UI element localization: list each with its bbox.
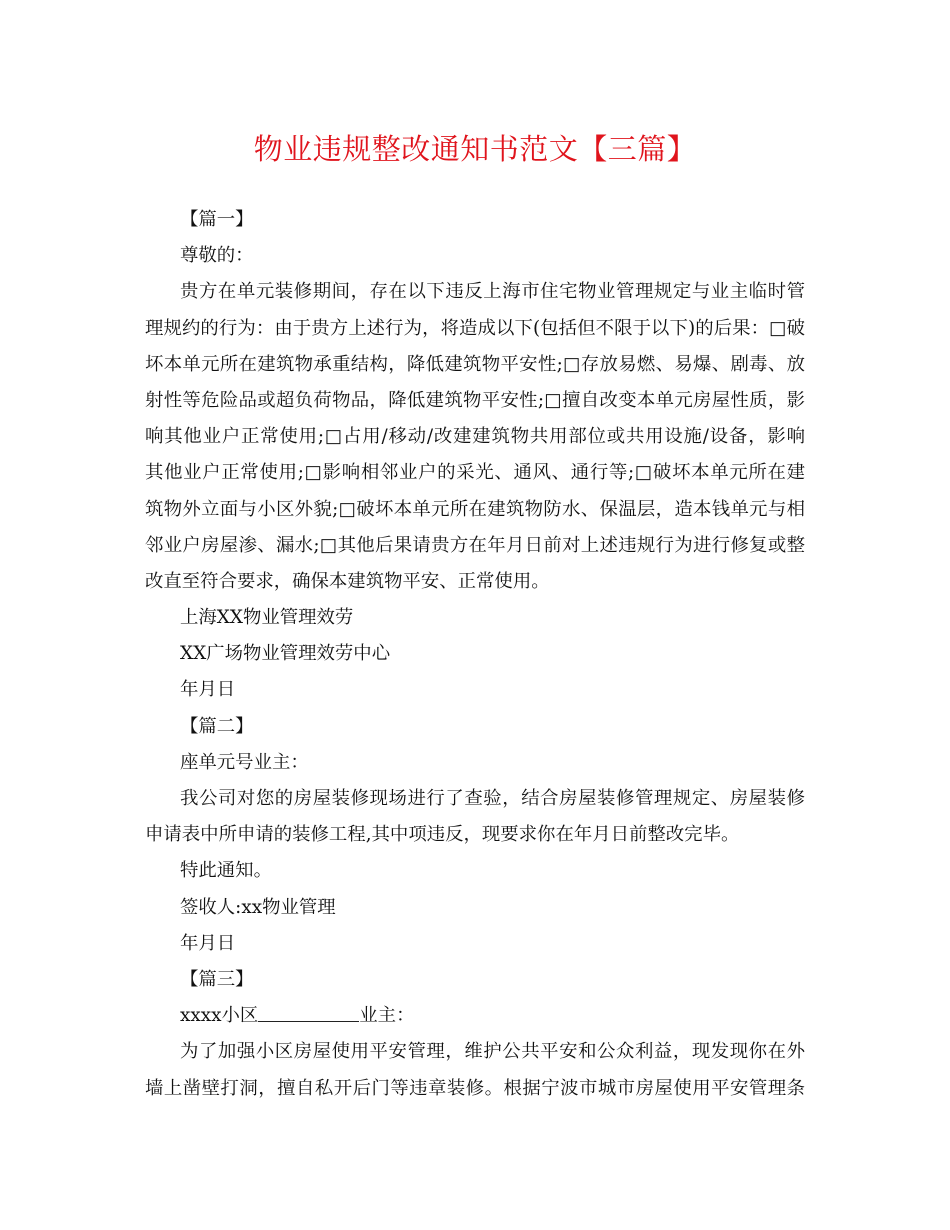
section-heading-1: 【篇一】 xyxy=(180,209,254,230)
paragraph-line: 申请表中所申请的装修工程,其中项违反，现要求你在年月日前整改完毕。 xyxy=(145,824,740,846)
paragraph-line: 改直至符合要求，确保本建筑物平安、正常使用。 xyxy=(145,570,550,592)
paragraph-line: 筑物外立面与小区外貌;□破坏本单元所在建筑物防水、保温层，造本钱单元与相 xyxy=(145,498,805,520)
paragraph-line: 射性等危险品或超负荷物品，降低建筑物平安性;□擅自改变本单元房屋性质，影 xyxy=(145,389,805,411)
document-body xyxy=(145,202,805,1107)
section-heading-2: 【篇二】 xyxy=(180,715,254,737)
signature-receiver: 签收人:xx物业管理 xyxy=(180,896,336,918)
signature-date: 年月日 xyxy=(180,932,236,954)
salutation-1: 尊敬的： xyxy=(180,245,254,267)
signature-date: 年月日 xyxy=(180,679,236,701)
paragraph-line: 贵方在单元装修期间，存在以下违反上海市住宅物业管理规定与业主临时管 xyxy=(180,281,805,303)
paragraph-line: 我公司对您的房屋装修现场进行了查验，结合房屋装修管理规定、房屋装修 xyxy=(180,788,805,809)
paragraph-line: 墙上凿壁打洞，擅自私开后门等违章装修。根据宁波市城市房屋使用平安管理条 xyxy=(145,1077,805,1099)
fill-in-blank xyxy=(258,1003,359,1022)
paragraph-line: 为了加强小区房屋使用平安管理，维护公共平安和公众利益，现发现你在外 xyxy=(180,1041,805,1063)
notice-closing: 特此通知。 xyxy=(180,860,272,882)
salutation-2: 座单元号业主： xyxy=(180,751,309,773)
paragraph-line: 响其他业户正常使用;□占用/移动/改建建筑物共用部位或共用设施/设备，影响 xyxy=(145,426,805,448)
paragraph-line: 其他业户正常使用;□影响相邻业户的采光、通风、通行等;□破坏本单元所在建 xyxy=(145,462,805,484)
document-title: 物业违规整改通知书范文【三篇】 xyxy=(253,132,697,166)
section-heading-3: 【篇三】 xyxy=(180,968,254,990)
community-name: xxxx小区 xyxy=(180,1005,259,1027)
paragraph-line: 坏本单元所在建筑物承重结构，降低建筑物平安性;□存放易燃、易爆、剧毒、放 xyxy=(145,353,805,375)
signature-center: XX广场物业管理效劳中心 xyxy=(180,643,391,665)
salutation-3 xyxy=(145,998,805,1034)
signature-company: 上海XX物业管理效劳 xyxy=(180,607,354,629)
owner-label: 业主： xyxy=(359,1005,415,1027)
paragraph-line: 邻业户房屋渗、漏水;□其他后果请贵方在年月日前对上述违规行为进行修复或整 xyxy=(145,534,805,556)
paragraph-line: 理规约的行为：由于贵方上述行为，将造成以下(包括但不限于以下)的后果：□破 xyxy=(145,317,805,339)
